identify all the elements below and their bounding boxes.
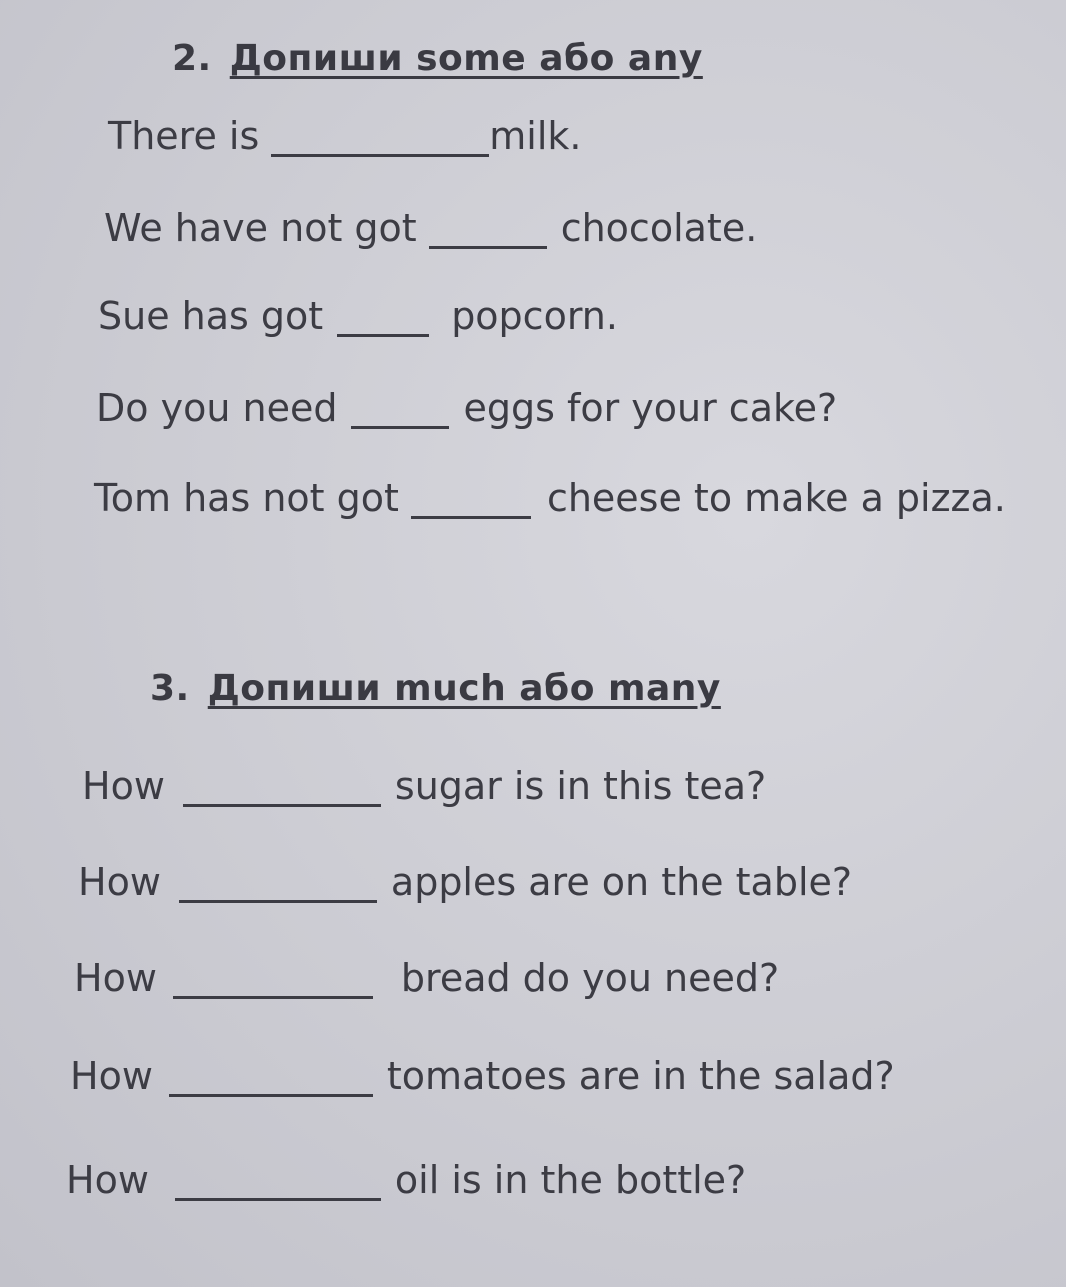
section-2-title: Допиши some або any bbox=[229, 38, 703, 79]
section-2-heading bbox=[172, 38, 703, 79]
sentence-before: There is bbox=[108, 114, 260, 158]
sentence-after: sugar is in this tea? bbox=[394, 764, 767, 808]
section-3-heading bbox=[150, 668, 721, 709]
sentence-before: Do you need bbox=[96, 386, 338, 430]
section-3-number: 3. bbox=[150, 668, 190, 709]
sentence-after: apples are on the table? bbox=[390, 860, 853, 904]
sentence-after: cheese to make a pizza. bbox=[546, 476, 1006, 520]
exercise-3-item-4 bbox=[70, 1054, 895, 1098]
sentence-before: We have not got bbox=[104, 206, 417, 250]
exercise-3-item-1 bbox=[82, 764, 766, 808]
exercise-2-item-4 bbox=[96, 386, 837, 430]
sentence-before: Tom has not got bbox=[94, 476, 399, 520]
sentence-before: Sue has got bbox=[98, 294, 324, 338]
exercise-2-item-5 bbox=[94, 476, 1006, 520]
answer-blank[interactable] bbox=[173, 996, 373, 999]
section-2-number: 2. bbox=[172, 38, 212, 79]
exercise-3-item-5 bbox=[66, 1158, 746, 1202]
sentence-before: How bbox=[78, 860, 161, 904]
sentence-before: How bbox=[74, 956, 157, 1000]
answer-blank[interactable] bbox=[175, 1198, 381, 1201]
sentence-after: oil is in the bottle? bbox=[394, 1158, 747, 1202]
answer-blank[interactable] bbox=[183, 804, 381, 807]
sentence-before: How bbox=[70, 1054, 153, 1098]
sentence-after: tomatoes are in the salad? bbox=[386, 1054, 895, 1098]
exercise-3-item-3 bbox=[74, 956, 779, 1000]
exercise-2-item-1 bbox=[108, 114, 582, 158]
sentence-before: How bbox=[82, 764, 165, 808]
answer-blank[interactable] bbox=[337, 334, 429, 337]
sentence-before: How bbox=[66, 1158, 149, 1202]
answer-blank[interactable] bbox=[169, 1094, 373, 1097]
sentence-after: bread do you need? bbox=[400, 956, 780, 1000]
exercise-2-item-2 bbox=[104, 206, 757, 250]
sentence-after: popcorn. bbox=[451, 294, 618, 338]
sentence-after: chocolate. bbox=[560, 206, 758, 250]
exercise-2-item-3 bbox=[98, 294, 618, 338]
sentence-after: milk. bbox=[489, 114, 582, 158]
sentence-after: eggs for your cake? bbox=[463, 386, 838, 430]
answer-blank[interactable] bbox=[351, 426, 449, 429]
exercise-3-item-2 bbox=[78, 860, 852, 904]
answer-blank[interactable] bbox=[271, 154, 489, 157]
answer-blank[interactable] bbox=[179, 900, 377, 903]
answer-blank[interactable] bbox=[411, 516, 531, 519]
section-3-title: Допиши much або many bbox=[207, 668, 721, 709]
answer-blank[interactable] bbox=[429, 246, 547, 249]
